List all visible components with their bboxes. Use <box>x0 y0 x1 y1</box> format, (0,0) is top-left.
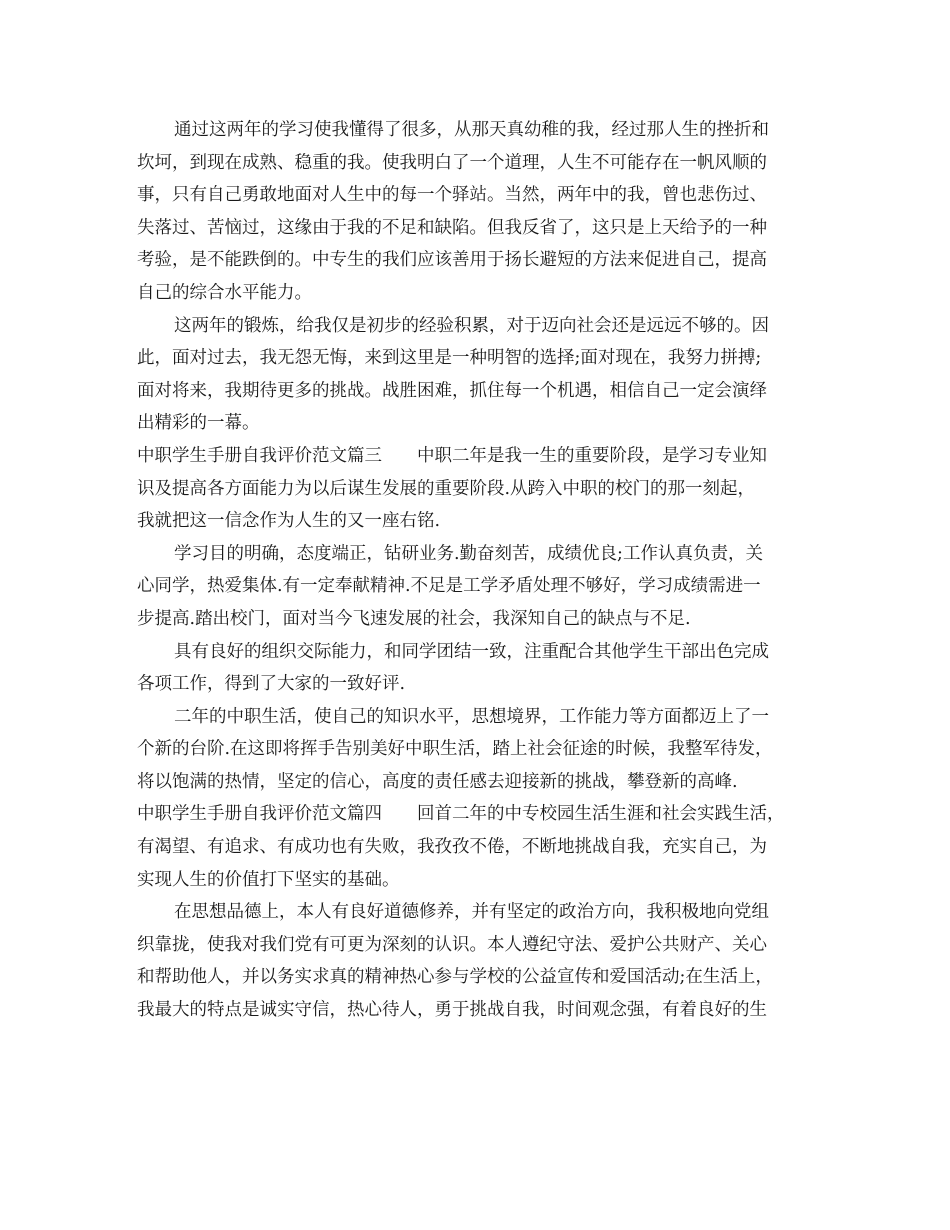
text-line: 通过这两年的学习使我懂得了很多，从那天真幼稚的我，经过那人生的挫折和 <box>174 120 769 140</box>
text-line: 我就把这一信念作为人生的又一座右铭. <box>137 511 441 532</box>
text-line: 这两年的锻炼，给我仅是初步的经验积累，对于迈向社会还是远远不够的。因 <box>174 315 769 336</box>
text-line: 具有良好的组织交际能力，和同学团结一致，注重配合其他学生干部出色完成 <box>174 641 769 662</box>
text-line: 各项工作，得到了大家的一致好评. <box>137 674 406 695</box>
text-line: 在思想品德上，本人有良好道德修养，并有坚定的政治方向，我积极地向党组 <box>174 902 769 923</box>
text-line: 步提高.踏出校门，面对当今飞速发展的社会，我深知自己的缺点与不足. <box>137 608 691 629</box>
text-line: 中职学生手册自我评价范文篇三 中职二年是我一生的重要阶段，是学习专业知 <box>137 445 767 466</box>
text-line: 自己的综合水平能力。 <box>137 282 312 303</box>
text-line: 坎坷，到现在成熟、稳重的我。使我明白了一个道理，人生不可能存在一帆风顺的 <box>137 152 767 173</box>
text-line: 个新的台阶.在这即将挥手告别美好中职生活，踏上社会征途的时候，我整军待发， <box>137 739 773 760</box>
text-line: 此，面对过去，我无怨无悔，来到这里是一种明智的选择;面对现在，我努力拼搏; <box>137 348 762 369</box>
text-line: 实现人生的价值打下坚实的基础。 <box>137 869 400 890</box>
text-line: 事，只有自己勇敢地面对人生中的每一个驿站。当然，两年中的我，曾也悲伤过、 <box>137 185 767 206</box>
text-line: 我最大的特点是诚实守信，热心待人，勇于挑战自我，时间观念强，有着良好的生 <box>137 1000 767 1021</box>
text-line: 学习目的明确，态度端正，钻研业务.勤奋刻苦，成绩优良;工作认真负责，关 <box>174 543 763 564</box>
text-line: 二年的中职生活，使自己的知识水平，思想境界，工作能力等方面都迈上了一 <box>174 706 769 727</box>
document-body <box>137 114 827 1027</box>
text-line: 失落过、苦恼过，这缘由于我的不足和缺陷。但我反省了，这只是上天给予的一种 <box>137 217 767 238</box>
text-line: 考验，是不能跌倒的。中专生的我们应该善用于扬长避短的方法来促进自己，提高 <box>137 250 767 271</box>
text-line: 心同学，热爱集体.有一定奉献精神.不足是工学矛盾处理不够好，学习成绩需进一 <box>137 576 761 597</box>
text-line: 和帮助他人，并以务实求真的精神热心参与学校的公益宣传和爱国活动;在生活上， <box>137 967 773 988</box>
text-line: 面对将来，我期待更多的挑战。战胜困难，抓住每一个机遇，相信自己一定会演绎 <box>137 380 767 401</box>
text-line: 织靠拢，使我对我们党有可更为深刻的认识。本人遵纪守法、爱护公共财产、关心 <box>137 934 767 955</box>
text-line: 将以饱满的热情，坚定的信心，高度的责任感去迎接新的挑战，攀登新的高峰. <box>137 771 738 792</box>
text-line: 有渴望、有追求、有成功也有失败，我孜孜不倦，不断地挑战自我，充实自己，为 <box>137 837 767 858</box>
text-line: 中职学生手册自我评价范文篇四 回首二年的中专校园生活生涯和社会实践生活， <box>137 804 785 825</box>
text-line: 识及提高各方面能力为以后谋生发展的重要阶段.从跨入中职的校门的那一刻起， <box>137 478 756 499</box>
text-line: 出精彩的一幕。 <box>137 413 260 434</box>
